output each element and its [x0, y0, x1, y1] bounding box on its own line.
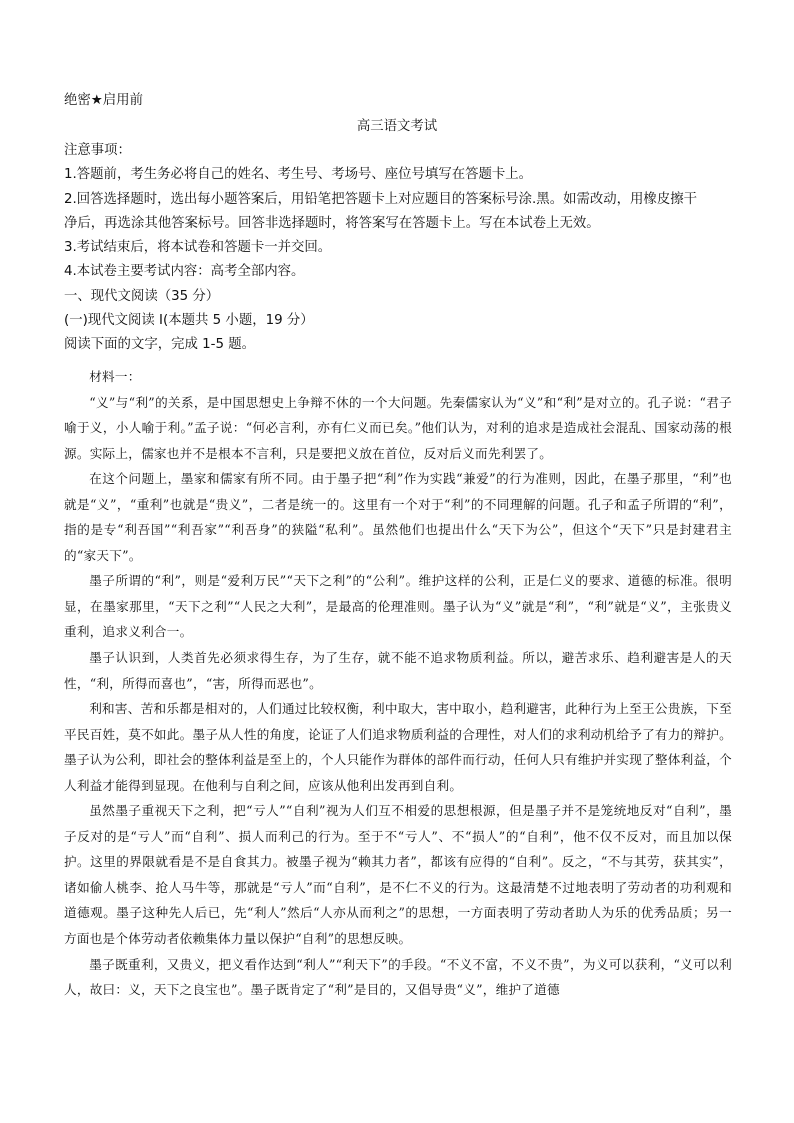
notes-item: 3.考试结束后，将本试卷和答题卡一并交回。	[64, 240, 332, 256]
notes-item: 净后，再选涂其他答案标号。回答非选择题时，将答案写在答题卡上。写在本试卷上无效。	[64, 215, 600, 231]
passage-paragraph: 墨子既重利，又贵义，把义看作达到“利人”“利天下”的手段。“不义不富，不义不贵”，为义可以获利，“义可以利人，故曰：义，天下之良宝也”。墨子既肯定了“利”是目的，又倡导贵“义”，维护了道德	[64, 956, 732, 998]
notes-item: 4.本试卷主要考试内容：高考全部内容。	[64, 264, 305, 280]
reading-passage	[64, 364, 732, 1003]
confidential-mark: 绝密★启用前	[64, 93, 143, 108]
notes-item: 1.答题前，考生务必将自己的姓名、考生号、考场号、座位号填写在答题卡上。	[64, 167, 533, 183]
notes-heading: 注意事项：	[64, 143, 131, 158]
exam-notes	[64, 139, 732, 358]
passage-paragraph: 虽然墨子重视天下之利，把“亏人”“自利”视为人们互不相爱的思想根源，但是墨子并不是笼统地反对“自利”，墨子反对的是“亏人”而“自利”、损人而利己的行为。至于不“亏人”、不“损人”的“自利”，他不仅不反对，而且加以保护。这里的界限就看是不是自食其力。被墨子视为“赖其力者”，都该有应得的“自利”。反之，“不与其劳，获其实”，诸如偷人桃李、抢人马牛等，那就是“亏人”而“自利”，是不仁不义的行为。这最清楚不过地表明了劳动者的功利观和道德观。墨子这种先人后已，先“利人”然后“人亦从而利之”的思想，一方面表明了劳动者助人为乐的优秀品质；另一方面也是个体劳动者依赖集体力量以保护“自利”的思想反映。	[64, 803, 732, 947]
section-heading: 一、现代文阅读（35 分）	[64, 288, 220, 304]
material-label: 材料一：	[89, 369, 141, 384]
passage-paragraph: 在这个问题上，墨家和儒家有所不同。由于墨子把“利”作为实践“兼爱”的行为准则，因此，在墨子那里，“利”也就是“义”，“重利”也就是“贵义”，二者是统一的。这里有一个对于“利”的不同理解的问题。孔子和孟子所谓的“利”，指的是专“利吾国”“利吾家”“利吾身”的狭隘“私利”。虽然他们也提出什么“天下为公”，但这个“天下”只是封建君主的“家天下”。	[64, 471, 732, 563]
passage-paragraph: 墨子所谓的“利”，则是“爱利万民”“天下之利”的“公利”。维护这样的公利，正是仁义的要求、道德的标准。很明显，在墨家那里，“天下之利”“人民之大利”，是最高的伦理准则。墨子认为“义”就是“利”，“利”就是“义”，主张贵义重利，追求义利合一。	[64, 573, 732, 640]
exam-title: 高三语文考试	[356, 119, 438, 134]
passage-paragraph: 墨子认识到，人类首先必须求得生存，为了生存，就不能不追求物质利益。所以，避苦求乐、趋利避害是人的天性，“利，所得而喜也”，“害，所得而恶也”。	[64, 650, 732, 691]
reading-instruction: 阅读下面的文字，完成 1-5 题。	[64, 337, 256, 353]
passage-paragraph: “义”与“利”的关系，是中国思想史上争辩不休的一个大问题。先秦儒家认为“义”和“利”是对立的。孔子说：“君子喻于义，小人喻于利。”孟子说：“何必言利，亦有仁义而已矣。”他们认为，对利的追求是造成社会混乱、国家动荡的根源。实际上，儒家也并不是根本不言利，只是要把义放在首位，反对后义而先利罢了。	[64, 394, 732, 461]
passage-paragraph: 利和害、苦和乐都是相对的，人们通过比较权衡，利中取大，害中取小，趋利避害，此种行为上至王公贵族，下至平民百姓，莫不如此。墨子从人性的角度，论证了人们追求物质利益的合理性，对人们的求利动机给予了有力的辩护。墨子认为公利，即社会的整体利益是至上的，个人只能作为群体的部件而行动，任何人只有维护并实现了整体利益，个人利益才能得到显现。在他利与自利之间，应该从他利出发再到自利。	[64, 701, 732, 793]
notes-item: 2.回答选择题时，选出每小题答案后，用铅笔把答题卡上对应题目的答案标号涂.黑。如需改动，用橡皮擦干	[64, 191, 697, 207]
subsection-heading: (一)现代文阅读 I(本题共 5 小题，19 分）	[64, 313, 314, 329]
